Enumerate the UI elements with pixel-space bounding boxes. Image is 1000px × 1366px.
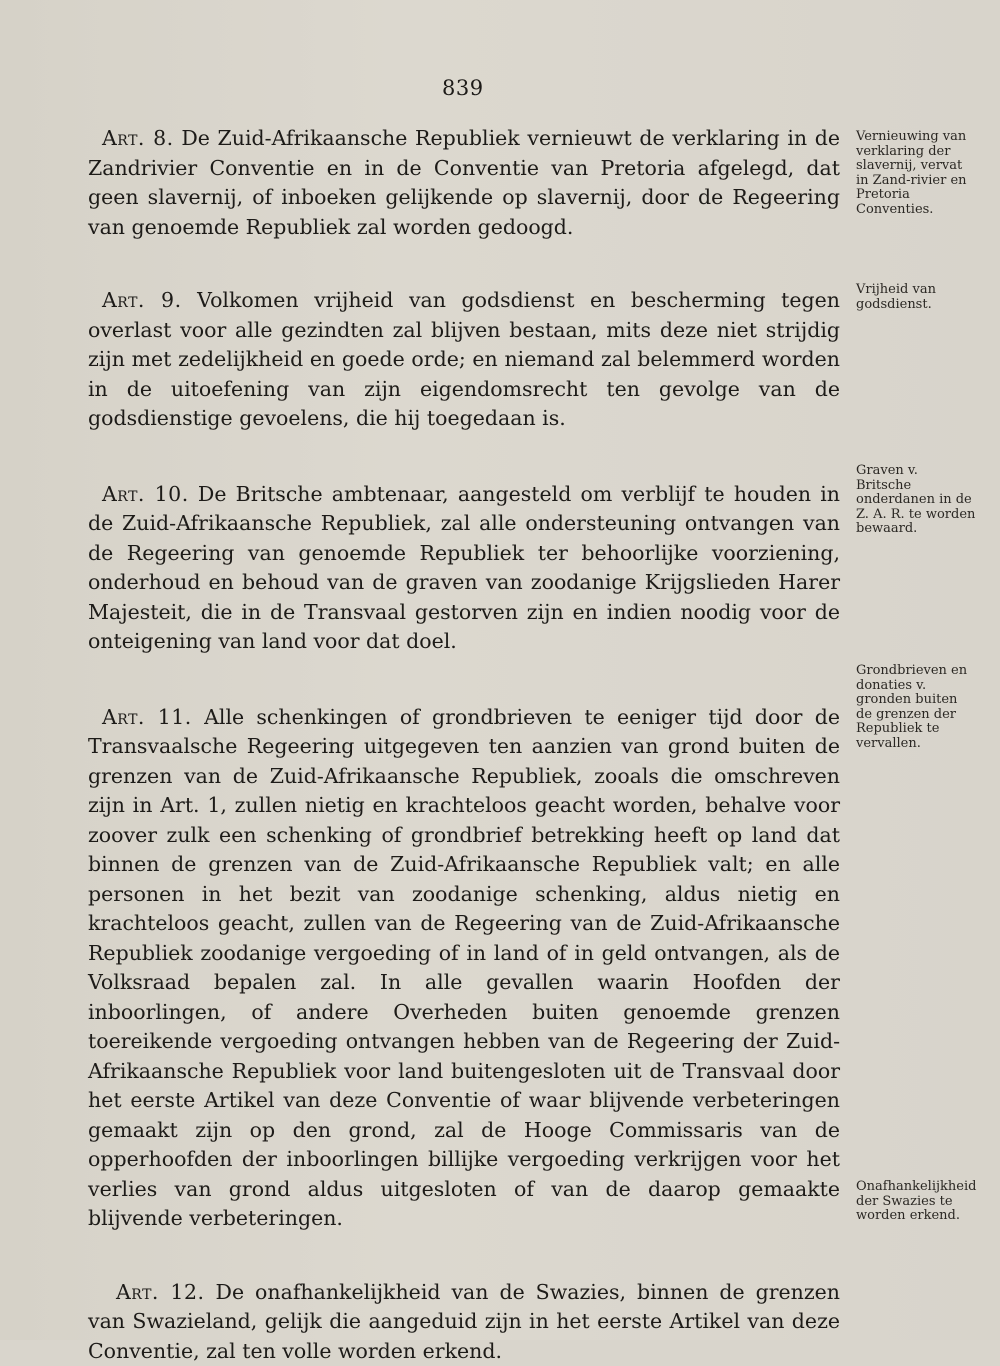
margin-note-text: Grondbrieven en donaties v. gronden buiten de grenzen der Republiek te vervallen. bbox=[856, 664, 976, 751]
article-body bbox=[88, 124, 840, 1366]
article-8 bbox=[88, 124, 840, 242]
margin-note-art-12 bbox=[856, 1180, 976, 1224]
article-text: De Zuid-Afrikaansche Republiek vernieuwt de verklaring in de Zandrivier Conventie en in de Conventie van Pretoria afgelegd, dat geen slavernij, of inboeken gelijkende op slavernij, door de Regeering van genoemde Republiek zal worden gedoogd. bbox=[88, 126, 840, 239]
article-label: Art. 9. bbox=[102, 288, 182, 312]
page-number: 839 bbox=[442, 76, 484, 100]
article-text: Alle schenkingen of grondbrieven te eeniger tijd door de Transvaalsche Regeering uitgegeven ten aanzien van grond buiten de grenzen van de Zuid-Afrikaansche Republiek, zooals die omschreven zijn in Art. 1, zullen nietig en krachteloos geacht worden, behalve voor zoover zulk een schenking of grondbrief betrekking heeft op land dat binnen de grenzen van de Zuid-Afrikaansche Republiek valt; en alle personen in het bezit van zoodanige schenking, aldus nietig en krachteloos geacht, zullen van de Regeering van de Zuid-Afrikaansche Republiek zoodanige vergoeding of in land of in geld ontvangen, als de Volksraad bepalen zal. In alle gevallen waarin Hoofden der inboorlingen, of andere Overheden buiten genoemde grenzen toereikende vergoeding ontvangen hebben van de Regeering der Zuid-Afrikaansche Republiek voor land buitengesloten uit de Transvaal door het eerste Artikel van deze Conventie of waar blijvende verbeteringen gemaakt zijn op den grond, zal de Hooge Commissaris van de opperhoofden der inboorlingen billijke vergoeding verkrijgen voor het verlies van grond aldus uitgesloten of van de daarop gemaakte blijvende verbeteringen. bbox=[88, 705, 840, 1231]
margin-note-art-11 bbox=[856, 664, 976, 751]
margin-note-text: Vrijheid van godsdienst. bbox=[856, 283, 976, 312]
article-text: De onafhankelijkheid van de Swazies, binnen de grenzen van Swazieland, gelijk die aangeduid zijn in het eerste Artikel van deze Conventie, zal ten volle worden erkend. bbox=[88, 1280, 840, 1363]
article-text: De Britsche ambtenaar, aangesteld om verblijf te houden in de Zuid-Afrikaansche Republiek, zal alle ondersteuning ontvangen van de Regeering van genoemde Republiek ter behoorlijke voorziening, onderhoud en behoud van de graven van zoodanige Krijgslieden Harer Majesteit, die in de Transvaal gestorven zijn en indien noodig voor de onteigening van land voor dat doel. bbox=[88, 482, 840, 654]
margin-note-text: Graven v. Britsche onderdanen in de Z. A. R. te worden bewaard. bbox=[856, 464, 976, 537]
article-11 bbox=[88, 703, 840, 1234]
margin-note-art-8 bbox=[856, 130, 976, 217]
margin-note-text: Onafhankelijkheid der Swazies te worden erkend. bbox=[856, 1180, 976, 1224]
margin-note-art-10 bbox=[856, 464, 976, 537]
article-label: Art. 10. bbox=[102, 482, 189, 506]
article-label: Art. 8. bbox=[102, 126, 174, 150]
article-label: Art. 11. bbox=[102, 705, 192, 729]
article-10 bbox=[88, 480, 840, 657]
article-12 bbox=[88, 1278, 840, 1366]
article-label: Art. 12. bbox=[116, 1280, 205, 1304]
margin-note-text: Vernieuwing van verklaring der slavernij, vervat in Zand-rivier en Pretoria Conventies. bbox=[856, 130, 976, 217]
article-text: Volkomen vrijheid van godsdienst en bescherming tegen overlast voor alle gezindten zal blijven bestaan, mits deze niet strijdig zijn met zedelijkheid en goede orde; en niemand zal belemmerd worden in de uitoefening van zijn eigendomsrecht ten gevolge van de godsdienstige gevoelens, die hij toegedaan is. bbox=[88, 288, 840, 430]
article-9 bbox=[88, 286, 840, 434]
margin-note-art-9 bbox=[856, 283, 976, 312]
